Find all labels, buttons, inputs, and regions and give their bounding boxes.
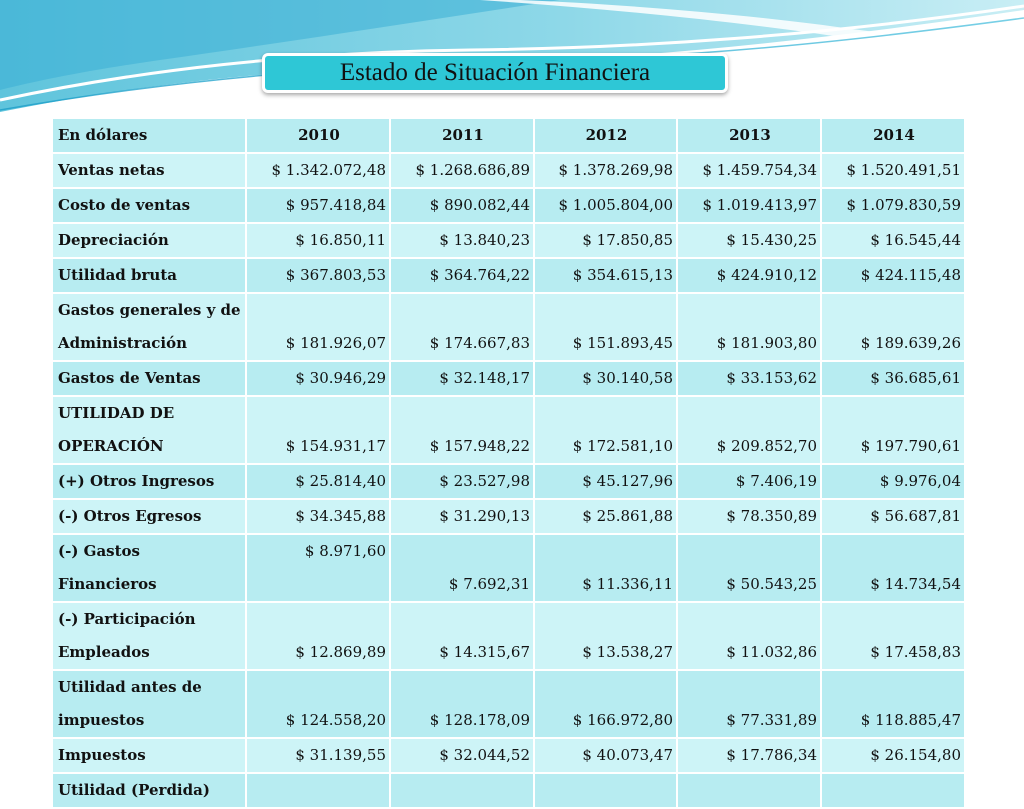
row-label (52, 670, 246, 738)
table-row (52, 534, 965, 602)
value-cell: $ 17.786,34 (677, 738, 821, 773)
value-cell: $ 124.558,20 (246, 670, 390, 738)
value-cell: $ 174.667,83 (390, 293, 534, 361)
table-header-row (52, 118, 965, 153)
table-row (52, 602, 965, 670)
value-cell: $ 181.903,80 (677, 293, 821, 361)
value-cell: $ 25.814,40 (246, 464, 390, 499)
row-label-line: Empleados (58, 643, 150, 661)
value-cell: $ 172.581,10 (534, 396, 677, 464)
table-row (52, 396, 965, 464)
row-label-line: (-) Gastos (58, 542, 140, 560)
row-label: (+) Otros Ingresos (52, 464, 246, 499)
row-label: Depreciación (52, 223, 246, 258)
value-cell: $ 17.850,85 (534, 223, 677, 258)
row-label-line: Administración (58, 334, 188, 352)
header-year: 2012 (534, 118, 677, 153)
value-cell: $ 11.336,11 (534, 534, 677, 602)
value-cell: $ 11.032,86 (677, 602, 821, 670)
table-row (52, 773, 965, 808)
row-label (52, 293, 246, 361)
table-row (52, 223, 965, 258)
table-row (52, 258, 965, 293)
value-cell: $ 209.852,70 (677, 396, 821, 464)
value-cell: $ 25.861,88 (534, 499, 677, 534)
value-cell: $ 1.268.686,89 (390, 153, 534, 188)
value-cell: $ 118.885,47 (821, 670, 965, 738)
row-label: Gastos de Ventas (52, 361, 246, 396)
row-label: Costo de ventas (52, 188, 246, 223)
value-cell: $ 128.178,09 (390, 670, 534, 738)
row-label (52, 602, 246, 670)
header-year: 2010 (246, 118, 390, 153)
value-cell: $ 23.527,98 (390, 464, 534, 499)
value-cell: $ 56.687,81 (821, 499, 965, 534)
value-cell: $ 34.345,88 (246, 499, 390, 534)
value-cell: $ 14.315,67 (390, 602, 534, 670)
row-label (52, 396, 246, 464)
value-cell: $ 12.869,89 (246, 602, 390, 670)
row-label: (-) Otros Egresos (52, 499, 246, 534)
value-cell: $ 32.148,17 (390, 361, 534, 396)
value-cell: $ 1.520.491,51 (821, 153, 965, 188)
slide-title: Estado de Situación Financiera (339, 59, 651, 86)
value-cell (821, 773, 965, 808)
value-cell: $ 40.073,47 (534, 738, 677, 773)
row-label-line: Financieros (58, 575, 157, 593)
row-label: Ventas netas (52, 153, 246, 188)
value-cell: $ 17.458,83 (821, 602, 965, 670)
value-cell: $ 151.893,45 (534, 293, 677, 361)
value-cell: $ 957.418,84 (246, 188, 390, 223)
value-cell (534, 773, 677, 808)
table-row (52, 464, 965, 499)
value-cell: $ 7.406,19 (677, 464, 821, 499)
value-cell: $ 890.082,44 (390, 188, 534, 223)
value-cell: $ 30.946,29 (246, 361, 390, 396)
value-cell: $ 26.154,80 (821, 738, 965, 773)
row-label-line: OPERACIÓN (58, 437, 164, 455)
table-row (52, 670, 965, 738)
row-label: Utilidad (Perdida) (52, 773, 246, 808)
value-cell: $ 354.615,13 (534, 258, 677, 293)
value-cell: $ 9.976,04 (821, 464, 965, 499)
value-cell: $ 16.850,11 (246, 223, 390, 258)
value-cell: $ 13.538,27 (534, 602, 677, 670)
table-row (52, 361, 965, 396)
value-cell: $ 31.290,13 (390, 499, 534, 534)
value-cell: $ 78.350,89 (677, 499, 821, 534)
value-cell: $ 424.115,48 (821, 258, 965, 293)
row-label-line: Utilidad antes de (58, 678, 202, 696)
value-cell: $ 189.639,26 (821, 293, 965, 361)
value-cell: $ 32.044,52 (390, 738, 534, 773)
value-cell: $ 154.931,17 (246, 396, 390, 464)
value-cell: $ 424.910,12 (677, 258, 821, 293)
value-cell: $ 50.543,25 (677, 534, 821, 602)
value-cell: $ 1.459.754,34 (677, 153, 821, 188)
row-label-line: (-) Participación (58, 610, 196, 628)
value-cell: $ 157.948,22 (390, 396, 534, 464)
value-cell: $ 13.840,23 (390, 223, 534, 258)
header-year: 2011 (390, 118, 534, 153)
row-label-line: UTILIDAD DE (58, 404, 175, 422)
table-row (52, 153, 965, 188)
row-label-line: Gastos generales y de (58, 301, 241, 319)
value-cell: $ 7.692,31 (390, 534, 534, 602)
value-cell: $ 33.153,62 (677, 361, 821, 396)
value-cell: $ 8.971,60 (246, 534, 390, 602)
value-cell: $ 1.005.804,00 (534, 188, 677, 223)
row-label (52, 534, 246, 602)
value-cell: $ 1.019.413,97 (677, 188, 821, 223)
value-cell (390, 773, 534, 808)
table-row (52, 499, 965, 534)
value-cell: $ 181.926,07 (246, 293, 390, 361)
value-cell: $ 1.342.072,48 (246, 153, 390, 188)
value-cell: $ 30.140,58 (534, 361, 677, 396)
value-cell: $ 36.685,61 (821, 361, 965, 396)
value-cell: $ 1.378.269,98 (534, 153, 677, 188)
value-cell: $ 364.764,22 (390, 258, 534, 293)
value-cell: $ 31.139,55 (246, 738, 390, 773)
slide-title-box (262, 53, 728, 93)
row-label: Utilidad bruta (52, 258, 246, 293)
header-label: En dólares (52, 118, 246, 153)
value-cell (677, 773, 821, 808)
value-cell: $ 166.972,80 (534, 670, 677, 738)
value-cell: $ 16.545,44 (821, 223, 965, 258)
value-cell: $ 14.734,54 (821, 534, 965, 602)
value-cell (246, 773, 390, 808)
value-cell: $ 197.790,61 (821, 396, 965, 464)
header-year: 2014 (821, 118, 965, 153)
value-cell: $ 367.803,53 (246, 258, 390, 293)
header-year: 2013 (677, 118, 821, 153)
value-cell: $ 15.430,25 (677, 223, 821, 258)
table-row (52, 293, 965, 361)
value-cell: $ 45.127,96 (534, 464, 677, 499)
row-label: Impuestos (52, 738, 246, 773)
value-cell: $ 1.079.830,59 (821, 188, 965, 223)
financial-statement-table (51, 117, 966, 809)
table-row (52, 188, 965, 223)
row-label-line: impuestos (58, 711, 145, 729)
value-cell: $ 77.331,89 (677, 670, 821, 738)
